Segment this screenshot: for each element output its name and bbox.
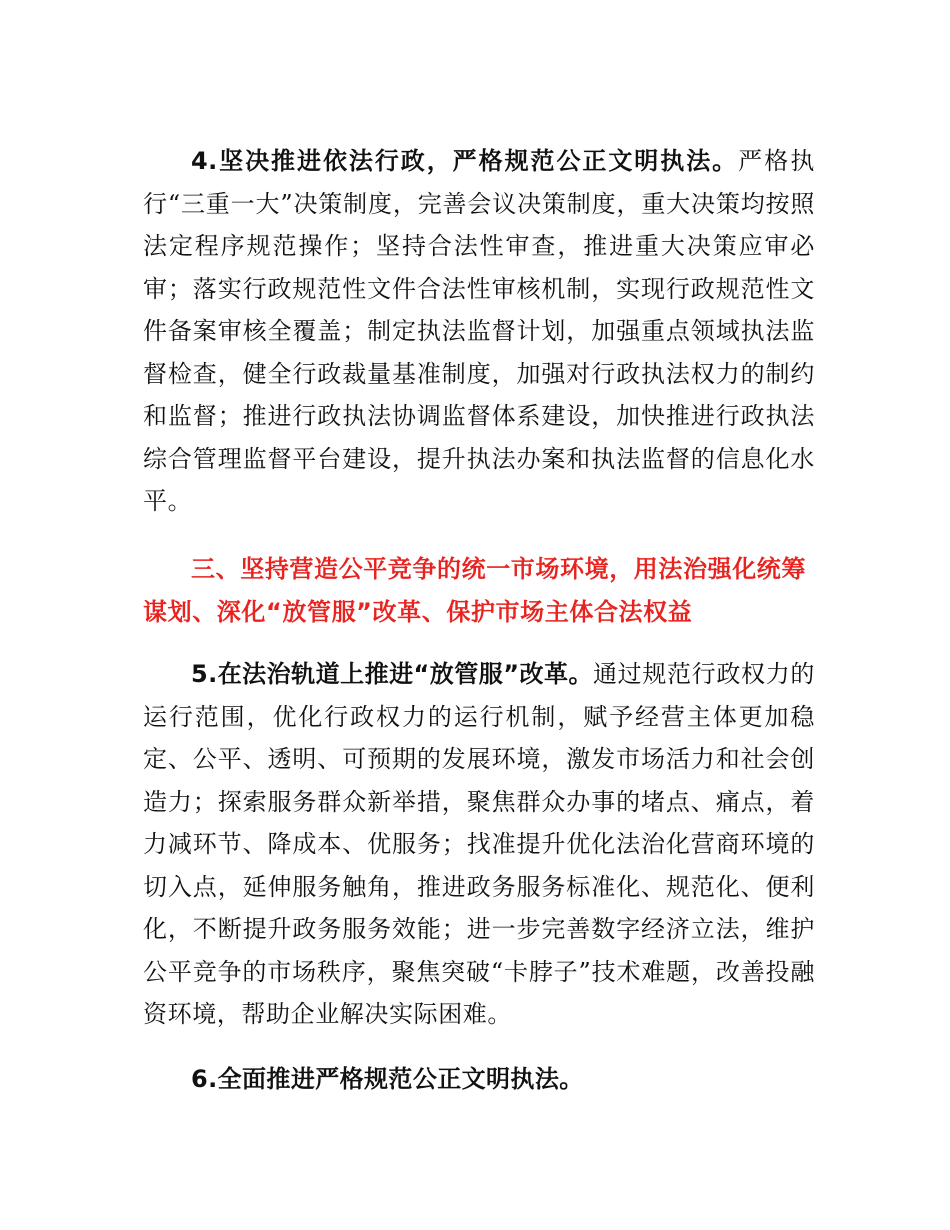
paragraph-item-6-lead: 6.全面推进严格规范公正文明执法。	[191, 1065, 584, 1093]
paragraph-item-4-body: 严格执行“三重一大”决策制度，完善会议决策制度，重大决策均按照法定程序规范操作；坚持合法性审查，推进重大决策应审必审；落实行政规范性文件合法性审核机制，实现行政规范性文件备案审核全覆盖；制定执法监督计划，加强重点领域执法监督检查，健全行政裁量基准制度，加强对行政执法权力的制约和监督；推进行政执法协调监督体系建设，加快推进行政执法综合管理监督平台建设，提升执法办案和执法监督的信息化水平。	[143, 147, 815, 515]
paragraph-item-5-body: 通过规范行政权力的运行范围，优化行政权力的运行机制，赋予经营主体更加稳定、公平、透明、可预期的发展环境，激发市场活力和社会创造力；探索服务群众新举措，聚焦群众办事的堵点、痛点，着力减环节、降成本、优服务；找准提升优化法治化营商环境的切入点，延伸服务触角，推进政务服务标准化、规范化、便利化，不断提升政务服务效能；进一步完善数字经济立法，维护公平竞争的市场秩序，聚焦突破“卡脖子”技术难题，改善投融资环境，帮助企业解决实际困难。	[143, 660, 816, 1028]
paragraph-item-4-lead: 4.坚决推进依法行政，严格规范公正文明执法。	[191, 147, 739, 175]
paragraph-item-5-lead: 5.在法治轨道上推进“放管服”改革。	[191, 660, 593, 688]
paragraph-item-4	[143, 140, 815, 523]
paragraph-item-6	[143, 1058, 815, 1101]
paragraph-item-5	[143, 653, 815, 1036]
section-heading-3: 三、坚持营造公平竞争的统一市场环境，用法治强化统筹谋划、深化“放管服”改革、保护市场主体合法权益	[143, 555, 806, 626]
